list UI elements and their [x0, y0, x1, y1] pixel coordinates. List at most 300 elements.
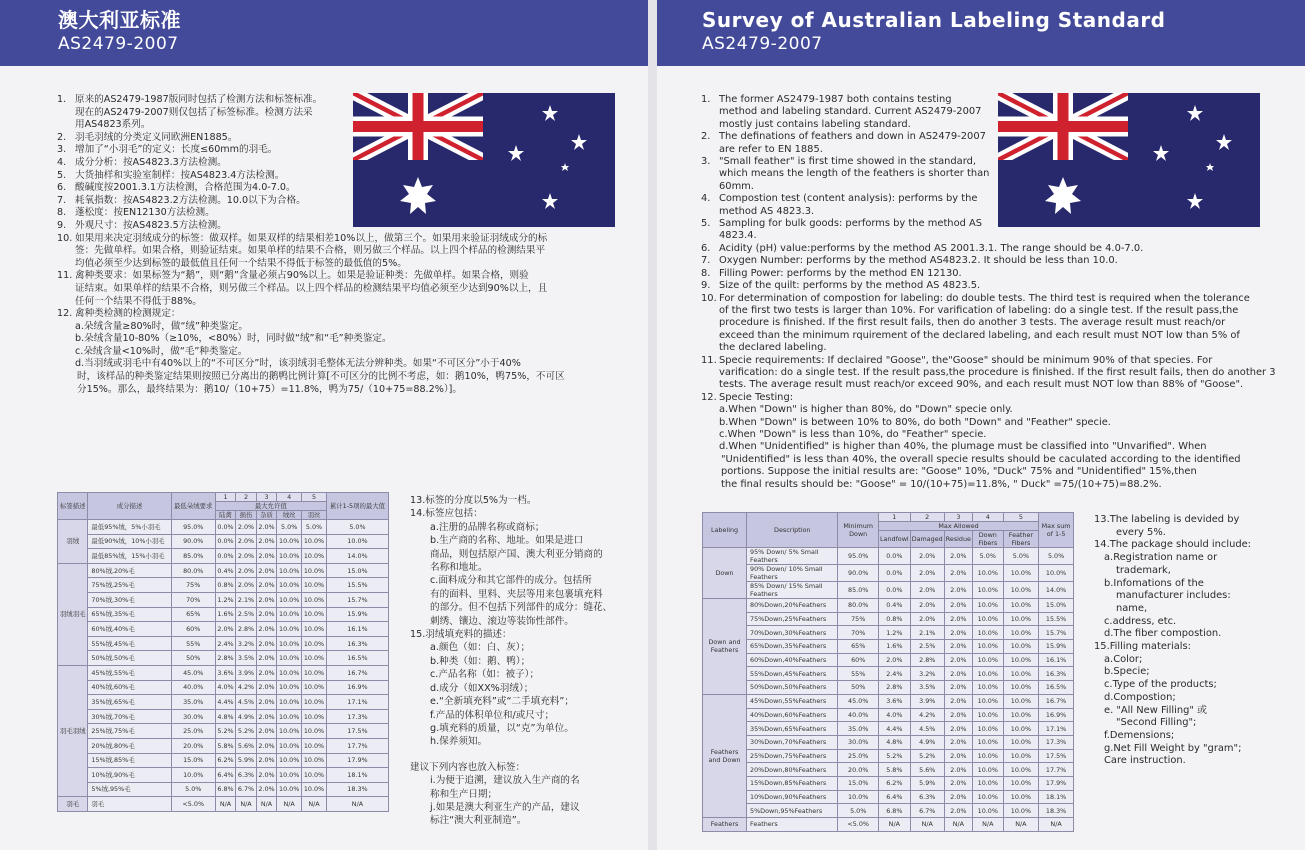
table-value: 6.4%	[878, 790, 910, 804]
table-value: N/A	[256, 797, 277, 812]
table-value: 2.0%	[910, 548, 944, 565]
item-number: 10.	[57, 232, 73, 244]
table-description: 95% Down/ 5% Small Feathers	[747, 548, 838, 565]
item-text-line: are refer to EN 1885.	[719, 143, 823, 155]
item-number: 11.	[701, 354, 717, 366]
table-min-down: 50%	[171, 651, 215, 666]
sub-item: c.When "Down" is less than 10%, do "Feather" specie.	[719, 428, 987, 440]
table-value: 2.0%	[256, 709, 277, 724]
table-value: 10.0%	[972, 612, 1003, 626]
table-row	[703, 722, 1074, 736]
table-value: 10.0%	[302, 724, 327, 739]
table-max-sum: 15.7%	[1039, 626, 1074, 640]
table-description: 30%绒,70%毛	[88, 709, 171, 724]
table-value: 2.0%	[236, 534, 257, 549]
label-requirement-line: 有的面料、里料、夹层等用来包裹填充料	[430, 588, 603, 600]
header-min-down: Minimum Down	[838, 513, 879, 548]
label-requirement-line: g.Net Fill Weight by "gram";	[1104, 742, 1242, 754]
table-value: 10.0%	[1003, 790, 1039, 804]
sub-item: c.朵绒含量<10%时，做“毛”种类鉴定。	[75, 345, 248, 357]
label-requirement-line: a.Color;	[1104, 653, 1143, 665]
table-description: Feathers	[747, 818, 838, 832]
table-value: 2.0%	[944, 667, 972, 681]
table-value: 2.0%	[944, 749, 972, 763]
label-requirement-line: c.Type of the products;	[1104, 679, 1217, 691]
table-description: 65%Down,35%Feathers	[747, 640, 838, 654]
table-min-down: 95.0%	[171, 520, 215, 535]
table-value: 10.0%	[277, 782, 302, 797]
table-min-down: 35.0%	[838, 722, 879, 736]
table-description: 55%Down,45%Feathers	[747, 667, 838, 681]
table-value: 2.0%	[256, 680, 277, 695]
table-row	[58, 636, 389, 651]
table-row	[703, 763, 1074, 777]
table-value: 10.0%	[1003, 565, 1039, 582]
table-value: 6.2%	[215, 753, 236, 768]
table-group-label: 羽绒	[58, 520, 88, 564]
list-item	[701, 355, 1301, 367]
table-min-down: 75%	[171, 578, 215, 593]
sub-item: a.朵绒含量≥80%时，做“绒”种类鉴定。	[75, 320, 248, 332]
table-value: 5.2%	[236, 724, 257, 739]
label-requirement-line: every 5%.	[1116, 526, 1166, 538]
left-banner	[0, 0, 648, 66]
label-requirement-line: a.Registration name or	[1104, 552, 1218, 564]
table-min-down: 50%	[838, 681, 879, 695]
table-max-sum: 14.0%	[1039, 582, 1074, 599]
table-description: 35%绒,65%毛	[88, 695, 171, 710]
table-min-down: 75%	[838, 612, 879, 626]
table-description: 80%Down,20%Feathers	[747, 599, 838, 613]
table-description: 50%Down,50%Feathers	[747, 681, 838, 695]
header-description: Description	[747, 513, 838, 548]
table-row	[703, 790, 1074, 804]
table-value: 10.0%	[302, 768, 327, 783]
label-requirement-line: 商品，则包括原产国、澳大利亚分销商的	[430, 548, 603, 560]
table-max-sum: 17.9%	[1039, 776, 1074, 790]
item-number: 6.	[57, 182, 67, 194]
header-column: 绒丝	[277, 511, 302, 520]
table-description: 15%Down,85%Feathers	[747, 776, 838, 790]
header-col-number: 4	[972, 513, 1003, 522]
table-max-sum: 5.0%	[1039, 548, 1074, 565]
table-value: 10.0%	[302, 782, 327, 797]
item-text-line: 均值必须至少达到标签的最低值且任何一个结果不得低于标签的最低值的5%。	[75, 257, 407, 269]
item-number: 5.	[57, 169, 67, 181]
table-value: 3.6%	[215, 665, 236, 680]
header-min-down: 最低朵绒要求	[171, 493, 215, 520]
table-min-down: 55%	[171, 636, 215, 651]
table-row	[58, 549, 389, 564]
table-description: 最低95%绒，5%小羽毛	[88, 520, 171, 535]
table-row	[703, 681, 1074, 695]
table-row	[703, 653, 1074, 667]
label-requirement-line: "Second Filling";	[1116, 717, 1197, 729]
table-value: 2.1%	[910, 626, 944, 640]
table-value: 10.0%	[277, 738, 302, 753]
item-text: Compostion test (content analysis): performs by the	[719, 193, 978, 205]
table-value: 2.4%	[215, 636, 236, 651]
table-value: N/A	[972, 818, 1003, 832]
table-max-sum: 17.3%	[326, 709, 388, 724]
table-value: N/A	[1003, 818, 1039, 832]
table-value: 2.0%	[256, 782, 277, 797]
item-text: "Small feather" is first time showed in the standard,	[719, 156, 977, 168]
list-item	[701, 94, 1301, 106]
table-value: 0.0%	[215, 549, 236, 564]
table-value: 2.0%	[944, 722, 972, 736]
item-number: 9.	[57, 219, 67, 231]
right-subtitle: AS2479-2007	[702, 34, 823, 54]
table-value: 4.4%	[878, 722, 910, 736]
table-value: 2.0%	[256, 520, 277, 535]
table-value: 10.0%	[1003, 599, 1039, 613]
list-item	[701, 131, 1301, 143]
table-value: 4.2%	[910, 708, 944, 722]
header-max-allowed: 最大允许值	[215, 502, 326, 511]
table-value: 5.2%	[215, 724, 236, 739]
table-value: N/A	[944, 818, 972, 832]
label-requirement-line: 15.羽绒填充料的描述：	[410, 629, 512, 641]
table-description: 80%绒,20%毛	[88, 563, 171, 578]
header-col-number: 3	[256, 493, 277, 502]
right-banner	[657, 0, 1305, 66]
table-max-sum: 15.5%	[1039, 612, 1074, 626]
table-value: 6.3%	[910, 790, 944, 804]
table-max-sum: 18.1%	[1039, 790, 1074, 804]
table-min-down: 45.0%	[838, 694, 879, 708]
table-description: 65%绒,35%毛	[88, 607, 171, 622]
table-value: 2.0%	[256, 534, 277, 549]
table-value: 10.0%	[277, 695, 302, 710]
item-number: 11.	[57, 270, 73, 282]
sub-item: d.当羽绒或羽毛中有40%以上的“不可区分”时，该羽绒羽毛整体无法分辨种类。如果“不可区分”小于40%	[75, 358, 521, 370]
table-value: 1.6%	[215, 607, 236, 622]
item-text-line: method AS 4823.3.	[719, 205, 815, 217]
label-requirement-line: c.产品名称（如：被子）；	[430, 669, 540, 681]
table-min-down: 15.0%	[171, 753, 215, 768]
item-text: 外观尺寸：按AS4823.5方法检测。	[75, 219, 227, 231]
table-description: 最低90%绒，10%小羽毛	[88, 534, 171, 549]
header-labeling: 标签描述	[58, 493, 88, 520]
table-row	[58, 578, 389, 593]
item-number: 6.	[701, 242, 711, 254]
table-value: 10.0%	[972, 708, 1003, 722]
item-text: Oxygen Number: performs by the method AS4823.2. It should be less than 10.0.	[719, 255, 1118, 267]
item-text: 禽种类检测的检测规定：	[75, 308, 181, 320]
table-value: 10.0%	[972, 626, 1003, 640]
table-description: 45%绒,55%毛	[88, 665, 171, 680]
table-min-down: 30.0%	[171, 709, 215, 724]
label-requirement-line: trademark,	[1116, 564, 1171, 576]
header-column: Residue	[944, 531, 972, 548]
list-item	[57, 270, 620, 283]
table-value: 5.6%	[910, 763, 944, 777]
table-min-down: 90.0%	[838, 565, 879, 582]
table-min-down: 25.0%	[838, 749, 879, 763]
table-description: 70%绒,30%毛	[88, 592, 171, 607]
table-value: 5.9%	[910, 776, 944, 790]
table-row	[703, 708, 1074, 722]
table-value: 5.8%	[878, 763, 910, 777]
header-column: 损伤	[236, 511, 257, 520]
table-value: 10.0%	[302, 592, 327, 607]
table-value: 5.0%	[1003, 548, 1039, 565]
label-requirement-line: e.“全新填充料”或“二手填充料”；	[430, 696, 574, 708]
table-value: 4.8%	[215, 709, 236, 724]
table-row	[703, 818, 1074, 832]
item-text: Specie requirements: If declaired "Goose", the"Goose" should be minimum 90% of that species. For	[719, 354, 1213, 366]
sub-item: b.朵绒含量10-80%（≥10%，<80%）时，同时做“绒”和“毛”种类鉴定。	[75, 333, 392, 345]
label-requirement-line: 名称和地址。	[430, 562, 488, 574]
table-value: 2.5%	[236, 607, 257, 622]
table-value: 2.8%	[910, 653, 944, 667]
label-requirement-line: 14.The package should include:	[1094, 539, 1251, 551]
table-max-sum: 17.7%	[1039, 763, 1074, 777]
list-item	[57, 170, 620, 183]
table-min-down: 55%	[838, 667, 879, 681]
label-requirement-line: manufacturer includes:	[1116, 590, 1231, 602]
table-value: 4.5%	[236, 695, 257, 710]
label-requirement-line: e. "All New Filling" 或	[1104, 704, 1207, 716]
table-min-down: 60%	[171, 622, 215, 637]
header-description: 成分描述	[88, 493, 171, 520]
table-value: 10.0%	[1003, 804, 1039, 818]
table-value: 10.0%	[972, 565, 1003, 582]
item-text: 酸碱度按2001.3.1方法检测，合格范围为4.0-7.0。	[75, 182, 296, 194]
table-value: 2.0%	[944, 708, 972, 722]
item-number: 9.	[701, 280, 711, 292]
item-number: 4.	[701, 193, 711, 205]
table-value: 6.8%	[215, 782, 236, 797]
table-value: 3.9%	[236, 665, 257, 680]
table-description: 25%Down,75%Feathers	[747, 749, 838, 763]
table-row	[58, 563, 389, 578]
table-row	[58, 724, 389, 739]
table-max-sum: 16.5%	[1039, 681, 1074, 695]
table-max-sum: 17.1%	[1039, 722, 1074, 736]
table-max-sum: 18.1%	[326, 768, 388, 783]
table-value: 10.0%	[1003, 708, 1039, 722]
table-value: 3.5%	[910, 681, 944, 695]
table-value: 2.5%	[910, 640, 944, 654]
table-group-label: 羽绒羽毛	[58, 563, 88, 665]
table-value: 10.0%	[1003, 612, 1039, 626]
table-max-sum: 15.9%	[1039, 640, 1074, 654]
table-max-sum: 16.9%	[326, 680, 388, 695]
item-text-line: 现在的AS2479-2007则仅包括了标签标准。检测方法采	[75, 106, 313, 118]
table-value: 10.0%	[972, 640, 1003, 654]
table-row	[58, 592, 389, 607]
table-row	[58, 738, 389, 753]
table-max-sum: N/A	[1039, 818, 1074, 832]
right-label-requirements	[1094, 514, 1300, 768]
table-value: 10.0%	[277, 563, 302, 578]
table-value: 6.8%	[878, 804, 910, 818]
item-text: The former AS2479-1987 both contains testing	[719, 94, 952, 105]
table-min-down: 65%	[171, 607, 215, 622]
label-requirement-line: 15.Filling materials:	[1094, 641, 1191, 653]
table-value: 4.9%	[910, 735, 944, 749]
list-item	[57, 195, 620, 208]
table-value: 2.0%	[256, 622, 277, 637]
table-value: 10.0%	[302, 680, 327, 695]
table-max-sum: 17.3%	[1039, 735, 1074, 749]
list-item	[57, 233, 620, 246]
table-max-sum: 10.0%	[326, 534, 388, 549]
table-description: 10%Down,90%Feathers	[747, 790, 838, 804]
item-text: 成分分析：按AS4823.3方法检测。	[75, 156, 227, 168]
table-min-down: 10.0%	[171, 768, 215, 783]
sub-item: the final results should be: "Goose" = 10/(10+75)=11.8%, " Duck" =75/(10+75)=88.2%.	[721, 478, 1162, 490]
table-min-down: 5.0%	[171, 782, 215, 797]
table-value: 3.2%	[236, 636, 257, 651]
table-value: 2.0%	[944, 776, 972, 790]
header-max-sum: 累计1-5项的最大值	[326, 493, 388, 520]
table-description: 75%绒,25%毛	[88, 578, 171, 593]
left-title: 澳大利亚标准	[58, 8, 181, 32]
table-value: 2.0%	[256, 665, 277, 680]
table-min-down: 25.0%	[171, 724, 215, 739]
table-value: 2.8%	[215, 651, 236, 666]
table-value: 10.0%	[277, 607, 302, 622]
table-value: 2.0%	[256, 738, 277, 753]
table-max-sum: 14.0%	[326, 549, 388, 564]
table-min-down: 85.0%	[838, 582, 879, 599]
table-max-sum: 16.5%	[326, 651, 388, 666]
table-value: 10.0%	[302, 607, 327, 622]
list-item	[57, 144, 620, 157]
table-value: 2.0%	[944, 790, 972, 804]
table-value: 10.0%	[1003, 749, 1039, 763]
list-item	[57, 157, 620, 170]
item-text-line: of the first two tests is larger than 10%. For varification of labeling: do a single test. If the result pass,the	[719, 304, 1239, 316]
table-value: 2.0%	[256, 724, 277, 739]
table-value: 2.0%	[944, 763, 972, 777]
table-min-down: 10.0%	[838, 790, 879, 804]
item-number: 12.	[57, 308, 73, 320]
table-max-sum: 17.1%	[326, 695, 388, 710]
label-requirement-line: 14.标签应包括：	[410, 508, 483, 520]
table-value: 2.0%	[910, 565, 944, 582]
table-value: 0.0%	[215, 520, 236, 535]
list-item	[57, 94, 620, 107]
table-min-down: 15.0%	[838, 776, 879, 790]
table-value: 2.0%	[236, 520, 257, 535]
table-value: 10.0%	[277, 651, 302, 666]
table-min-down: 80.0%	[838, 599, 879, 613]
item-number: 3.	[57, 144, 67, 156]
table-value: 10.0%	[1003, 735, 1039, 749]
item-text-line: procedure is finished. If the first result fails, then do another 3 tests. The average result must reach/or	[719, 317, 1226, 329]
table-value: 2.0%	[215, 622, 236, 637]
table-value: 0.0%	[878, 582, 910, 599]
table-description: 70%Down,30%Feathers	[747, 626, 838, 640]
table-value: 2.0%	[944, 681, 972, 695]
table-row	[703, 804, 1074, 818]
table-row	[703, 694, 1074, 708]
table-value: 2.0%	[944, 582, 972, 599]
right-page	[657, 0, 1305, 850]
table-value: 6.7%	[236, 782, 257, 797]
table-value: 4.0%	[878, 708, 910, 722]
table-value: 2.0%	[256, 549, 277, 564]
label-requirement-line: 刺绣、镶边、滚边等装饰性部件。	[430, 615, 574, 627]
table-value: 2.0%	[256, 753, 277, 768]
table-value: 10.0%	[277, 768, 302, 783]
table-max-sum: 16.1%	[1039, 653, 1074, 667]
table-value: 2.0%	[944, 735, 972, 749]
left-subtitle: AS2479-2007	[58, 34, 179, 54]
table-max-sum: 16.9%	[1039, 708, 1074, 722]
table-value: 10.0%	[302, 636, 327, 651]
table-min-down: 30.0%	[838, 735, 879, 749]
list-item	[57, 308, 620, 321]
table-value: 10.0%	[972, 653, 1003, 667]
label-requirement-line: 13.标签的分度以5%为一档。	[410, 495, 537, 506]
table-value: 10.0%	[277, 534, 302, 549]
header-col-number: 1	[878, 513, 910, 522]
item-text-line: 证结束。如果单样的结果不合格，则另做三个样品。以上四个样品的检测结果平均值必须至少达到90%以上，且	[75, 282, 548, 294]
table-description: 20%绒,80%毛	[88, 738, 171, 753]
table-value: N/A	[878, 818, 910, 832]
table-row	[58, 753, 389, 768]
list-item	[701, 293, 1301, 305]
table-value: 10.0%	[972, 790, 1003, 804]
item-text: 原来的AS2479-1987版同时包括了检测方法和标签标准。	[75, 94, 323, 105]
table-value: 4.0%	[215, 680, 236, 695]
table-row	[58, 680, 389, 695]
header-col-number: 2	[236, 493, 257, 502]
label-requirement-line: b.种类（如：鹅、鸭）；	[430, 655, 531, 667]
table-max-sum: 15.0%	[1039, 599, 1074, 613]
table-min-down: 65%	[838, 640, 879, 654]
sub-item: d.When "Unidentified" is higher than 40%, the plumage must be classified into "Unvarified". When	[719, 441, 1207, 453]
table-row	[58, 782, 389, 797]
list-item	[57, 220, 620, 233]
table-value: 4.8%	[878, 735, 910, 749]
table-min-down: 95.0%	[838, 548, 879, 565]
table-value: 2.0%	[910, 582, 944, 599]
table-value: 3.5%	[236, 651, 257, 666]
table-description: 60%绒,40%毛	[88, 622, 171, 637]
table-value: 10.0%	[972, 763, 1003, 777]
table-min-down: 85.0%	[171, 549, 215, 564]
table-value: 0.4%	[878, 599, 910, 613]
table-value: 10.0%	[277, 665, 302, 680]
item-text: 禽种类要求：如果标签为“鹅”，则“鹅”含量必须占90%以上。如果是验证种类：先做单样。如果合格，则验	[75, 270, 529, 282]
list-item	[701, 218, 1301, 230]
item-number: 3.	[701, 156, 711, 168]
table-row	[703, 612, 1074, 626]
table-value: 10.0%	[277, 680, 302, 695]
header-col-number: 3	[944, 513, 972, 522]
label-requirement-line: 的部分。但不包括下列部件的成分：缝花、	[430, 602, 613, 614]
table-row	[58, 622, 389, 637]
item-number: 2.	[701, 131, 711, 143]
table-max-sum: 16.1%	[326, 622, 388, 637]
item-text: The definations of feathers and down in AS2479-2007	[719, 131, 986, 143]
header-col-number: 5	[302, 493, 327, 502]
table-value: 4.2%	[236, 680, 257, 695]
table-value: 10.0%	[1003, 626, 1039, 640]
header-max-allowed: Max Allowed	[878, 522, 1038, 531]
label-requirement-line: d.成分（如XX%羽绒）；	[430, 682, 534, 694]
header-column: 陆禽	[215, 511, 236, 520]
table-row	[58, 651, 389, 666]
table-value: N/A	[236, 797, 257, 812]
table-max-sum: 17.5%	[1039, 749, 1074, 763]
